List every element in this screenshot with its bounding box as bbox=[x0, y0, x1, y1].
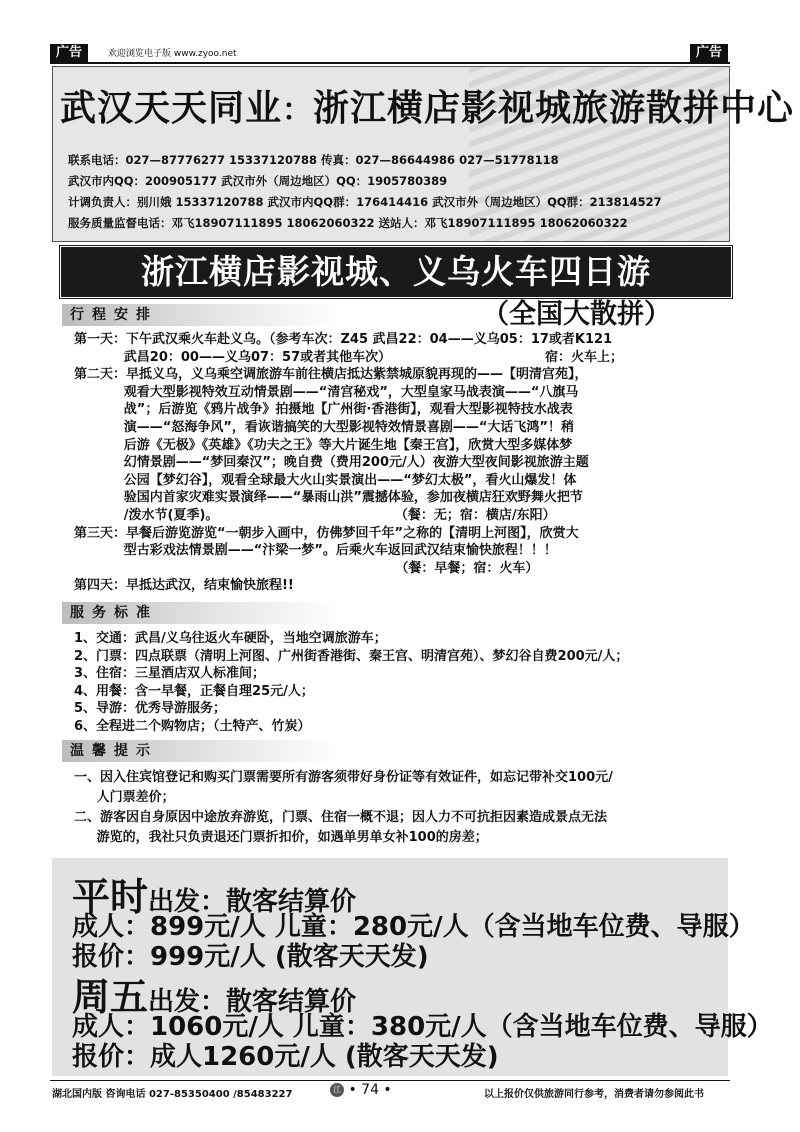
tips-list bbox=[74, 768, 613, 848]
itinerary-line: 后游《无极》《英雄》《功夫之王》等大片诞生地【秦王宫】，欣赏大型多媒体梦 bbox=[74, 437, 573, 453]
itinerary-line: 演——“怒海争风”，看诙谐搞笑的大型影视特效情景喜剧——“大话飞鸿”！稍 bbox=[74, 419, 574, 435]
weekday-adult-price: 成人：899元/人 儿童：280元/人（含当地车位费、导服） bbox=[72, 912, 755, 942]
friday-quote: 报价：成人1260元/人 (散客天天发) bbox=[72, 1042, 499, 1072]
itinerary-line: 武昌20：00——义乌07：57或者其他车次） 宿：火车上； bbox=[74, 349, 624, 365]
itinerary-line: 第四天：早抵达武汉，结束愉快旅程!! bbox=[74, 578, 294, 594]
ad-tag-right: 广告 bbox=[690, 44, 728, 62]
service-line: 2、门票：四点联票（清明上河图、广州街香港街、秦王宫、明清宫苑）、梦幻谷自费200元/人； bbox=[74, 648, 629, 664]
top-rule bbox=[50, 62, 730, 64]
brand-logo: 江 bbox=[330, 1083, 344, 1097]
page-number bbox=[330, 1082, 392, 1098]
service-list bbox=[74, 630, 628, 735]
service-line: 3、住宿：三星酒店双人标准间； bbox=[74, 666, 266, 681]
itinerary-line: /泼水节(夏季)。 （餐：无；宿：横店/东阳） bbox=[74, 507, 556, 523]
section-tips: 温馨提示 bbox=[62, 740, 340, 762]
page-title bbox=[60, 80, 794, 131]
footer-left: 湖北国内版 咨询电话 027-85350400 /85483227 bbox=[52, 1089, 293, 1100]
section-itinerary: 行程安排 bbox=[62, 304, 340, 326]
friday-adult-price: 成人：1060元/人 儿童：380元/人（含当地车位费、导服） bbox=[72, 1012, 773, 1042]
contact-line-3: 计调负责人：别川娥 15337120788 武汉市内QQ群：176414416 武汉市外（周边地区）QQ群：213814527 bbox=[68, 195, 662, 209]
tips-line: 人门票差价； bbox=[74, 790, 175, 805]
website-note: 欢迎浏览电子版 www.zyoo.net bbox=[108, 49, 237, 59]
section-service: 服务标准 bbox=[62, 602, 340, 624]
title-separator: ： bbox=[282, 93, 314, 128]
itinerary-line: 战”；后游览《鸦片战争》拍摄地【广州街·香港街】，观看大型影视特技水战表 bbox=[74, 402, 573, 418]
itinerary-list bbox=[74, 331, 623, 595]
footer-right: 以上报价仅供旅游同行参考，消费者请勿参阅此书 bbox=[484, 1089, 704, 1100]
ad-tag-left: 广告 bbox=[50, 44, 88, 62]
title-center: 浙江横店影视城旅游散拼中心 bbox=[313, 88, 795, 129]
service-line: 4、用餐：含一早餐，正餐自理25元/人； bbox=[74, 683, 314, 699]
itinerary-line: 幻情景剧——“梦回秦汉”；晚自费（费用200元/人）夜游大型夜间影视旅游主题 bbox=[74, 455, 589, 471]
itinerary-line: 第一天：下午武汉乘火车赴义乌。（参考车次：Z45 武昌22：04——义乌05：17或者K121 bbox=[74, 332, 613, 347]
itinerary-line: 验国内首家灾难实景演绎——“暴雨山洪”震撼体验，参加夜横店狂欢野舞火把节 bbox=[74, 490, 583, 506]
contact-line-4: 服务质量监督电话：邓飞18907111895 18062060322 送站人：邓飞18907111895 18062060322 bbox=[68, 216, 628, 230]
contact-line-1: 联系电话：027—87776277 15337120788 传真：027—86644986 027—51778118 bbox=[68, 153, 559, 167]
itinerary-line: 公园【梦幻谷】，观看全球最大火山实景演出——“梦幻太极”，看火山爆发！体 bbox=[74, 472, 577, 488]
tips-line: 一、因入住宾馆登记和购买门票需要所有游客须带好身份证等有效证件，如忘记带补交100元/ bbox=[74, 770, 613, 785]
tips-line: 游览的，我社只负责退还门票折扣价，如遇单男单女补100的房差； bbox=[74, 830, 488, 845]
contact-line-2: 武汉市内QQ：200905177 武汉市外（周边地区）QQ：1905780389 bbox=[68, 174, 448, 188]
weekday-quote: 报价：999元/人 (散客天天发) bbox=[72, 942, 429, 972]
weekday-label: 平时 bbox=[72, 875, 149, 919]
tour-banner: 浙江横店影视城、义乌火车四日游 bbox=[58, 244, 734, 300]
itinerary-line: 型古彩戏法情景剧——“汴梁一梦”。后乘火车返回武汉结束愉快旅程！！！ bbox=[74, 543, 557, 559]
tips-line: 二、游客因自身原因中途放弃游览，门票、住宿一概不退；因人力不可抗拒因素造成景点无法 bbox=[74, 810, 608, 825]
friday-label: 周五 bbox=[72, 975, 149, 1019]
page-number-text: • 74 • bbox=[348, 1082, 392, 1098]
footer-rule bbox=[50, 1080, 730, 1081]
itinerary-line: 第三天：早餐后游览游览“一朝步入画中，仿佛梦回千年”之称的【清明上河图】，欣赏大 bbox=[74, 525, 579, 541]
weekday-subtitle: 出发：散客结算价 bbox=[148, 887, 357, 917]
itinerary-line: 观看大型影视特效互动情景剧——“清宫秘戏”，大型皇家马战表演——“八旗马 bbox=[74, 384, 579, 400]
friday-subtitle: 出发：散客结算价 bbox=[148, 987, 357, 1017]
national-tag: （全国大散拼） bbox=[482, 299, 671, 330]
service-line: 1、交通：武昌/义乌往返火车硬卧，当地空调旅游车； bbox=[74, 631, 387, 646]
service-line: 5、导游：优秀导游服务； bbox=[74, 701, 227, 716]
title-company: 武汉天天同业 bbox=[60, 88, 283, 129]
service-line: 6、全程进二个购物店；（土特产、竹炭） bbox=[74, 718, 311, 734]
itinerary-line: 第二天：早抵义乌，义乌乘空调旅游车前往横店抵达紫禁城原貌再现的——【明清宫苑】， bbox=[74, 367, 588, 383]
itinerary-line: （餐：早餐；宿：火车） bbox=[74, 560, 539, 576]
